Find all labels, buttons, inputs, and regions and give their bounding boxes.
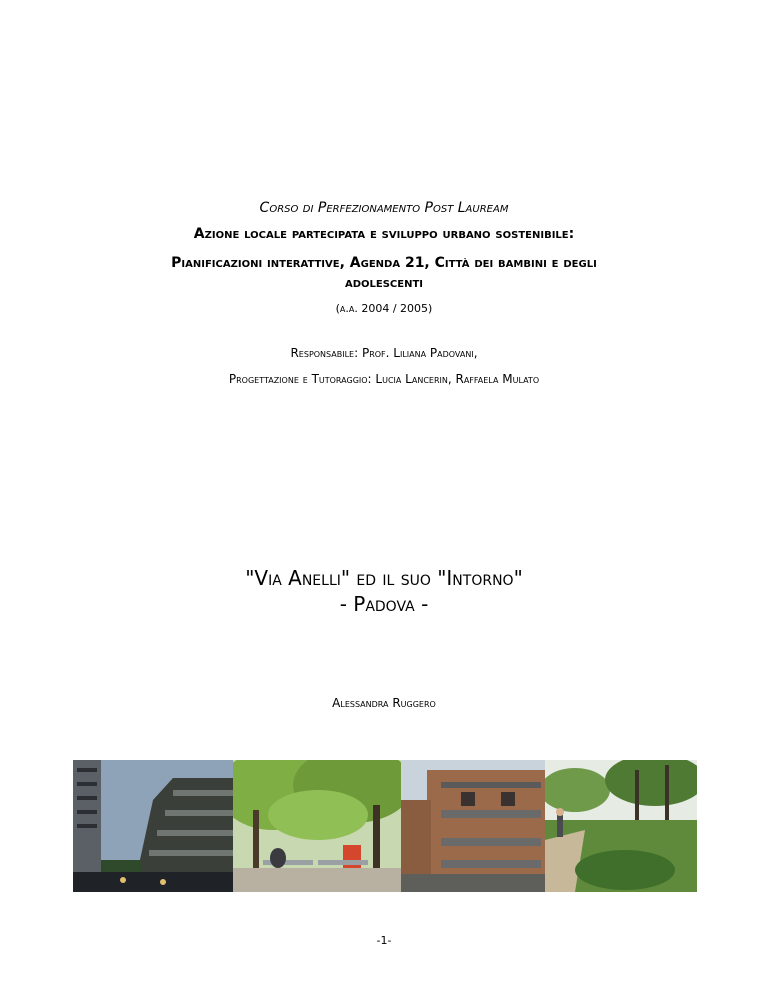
main-title-line-2: - Padova -	[339, 592, 429, 616]
photo-strip	[73, 760, 697, 892]
responsabile-line: Responsabile: Prof. Liliana Padovani,	[290, 346, 478, 360]
author-name: Alessandra Ruggero	[332, 696, 436, 710]
building-balconies-photo	[73, 760, 233, 892]
course-line: Corso di Perfezionamento Post Lauream	[259, 200, 509, 216]
main-title-line-1: "Via Anelli" ed il suo "Intorno"	[245, 566, 523, 590]
title-line-2	[0, 253, 768, 293]
garden-plants-photo	[545, 760, 697, 892]
academic-year: (a.a. 2004 / 2005)	[335, 302, 433, 315]
title-line-1: Azione locale partecipata e sviluppo urbano sostenibile:	[193, 226, 575, 242]
title-line-2a: Pianificazioni interattive, Agenda 21, Città dei bambini e degli	[171, 255, 597, 271]
trees-bench-photo	[233, 760, 401, 892]
brick-apartment-photo	[401, 760, 545, 892]
page-number: -1-	[376, 934, 392, 947]
title-line-2b: adolescenti	[344, 275, 424, 291]
progettazione-line: Progettazione e Tutoraggio: Lucia Lancerin, Raffaela Mulato	[228, 372, 540, 386]
